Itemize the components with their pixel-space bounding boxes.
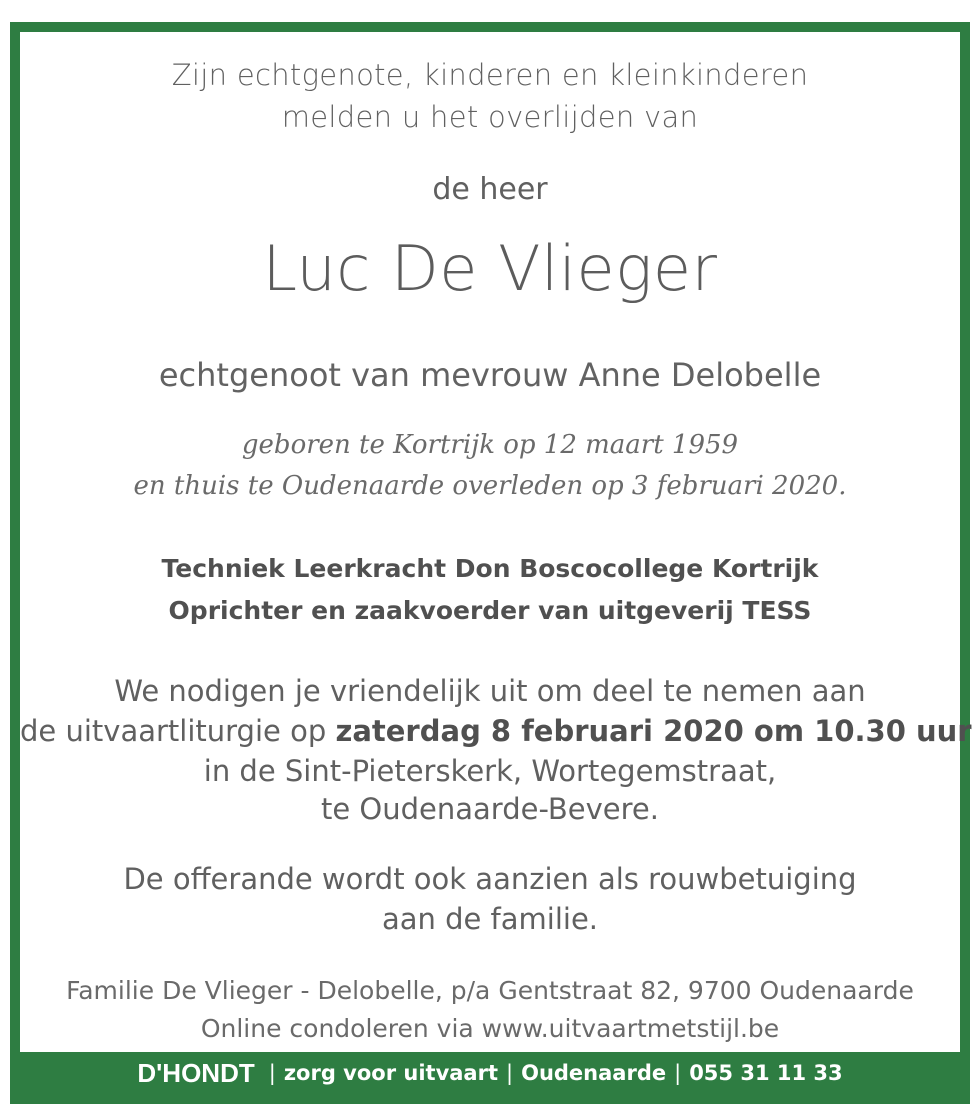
dhondt-logo: D'HONDT (137, 1057, 255, 1088)
honorific: de heer (432, 172, 548, 207)
footer-separator: | (268, 1061, 276, 1085)
intro-line-1: Zijn echtgenote, kinderen en kleinkinderen (171, 58, 809, 92)
footer-separator: | (506, 1061, 514, 1085)
footer-phone: 055 31 11 33 (689, 1061, 843, 1085)
online-condolence: Online condoleren via www.uitvaartmetstijl.be (200, 1014, 780, 1043)
offering-line-2: aan de familie. (381, 902, 599, 936)
offering-line-1: De offerande wordt ook aanzien als rouwbetuiging (123, 862, 857, 896)
birth-line: geboren te Kortrijk op 12 maart 1959 (241, 430, 739, 460)
footer-tagline: zorg voor uitvaart (283, 1061, 499, 1085)
intro-line-2: melden u het overlijden van (281, 100, 699, 134)
invitation-line-4: te Oudenaarde-Bevere. (321, 792, 659, 826)
obituary-content (20, 32, 972, 1043)
family-address: Familie De Vlieger - Delobelle, p/a Gentstraat 82, 9700 Oudenaarde (66, 976, 914, 1005)
death-line: en thuis te Oudenaarde overleden op 3 februari 2020. (133, 471, 847, 501)
role-line-1: Techniek Leerkracht Don Boscocollege Kortrijk (161, 554, 819, 583)
spouse-line: echtgenoot van mevrouw Anne Delobelle (158, 356, 822, 394)
obituary-frame (10, 22, 970, 1104)
invitation-line-3: in de Sint-Pieterskerk, Wortegemstraat, (203, 754, 777, 788)
deceased-name: Luc De Vlieger (262, 232, 718, 305)
invitation-line-2 (20, 714, 972, 748)
footer-separator: | (674, 1061, 682, 1085)
funeral-date-time: zaterdag 8 februari 2020 om 10.30 uur (335, 714, 972, 748)
footer-bar (20, 1052, 960, 1094)
footer-city: Oudenaarde (521, 1061, 667, 1085)
invitation-line-2-prefix: de uitvaartliturgie op (20, 714, 336, 748)
invitation-line-1: We nodigen je vriendelijk uit om deel te nemen aan (114, 674, 866, 708)
role-line-2: Oprichter en zaakvoerder van uitgeverij TESS (168, 596, 812, 625)
